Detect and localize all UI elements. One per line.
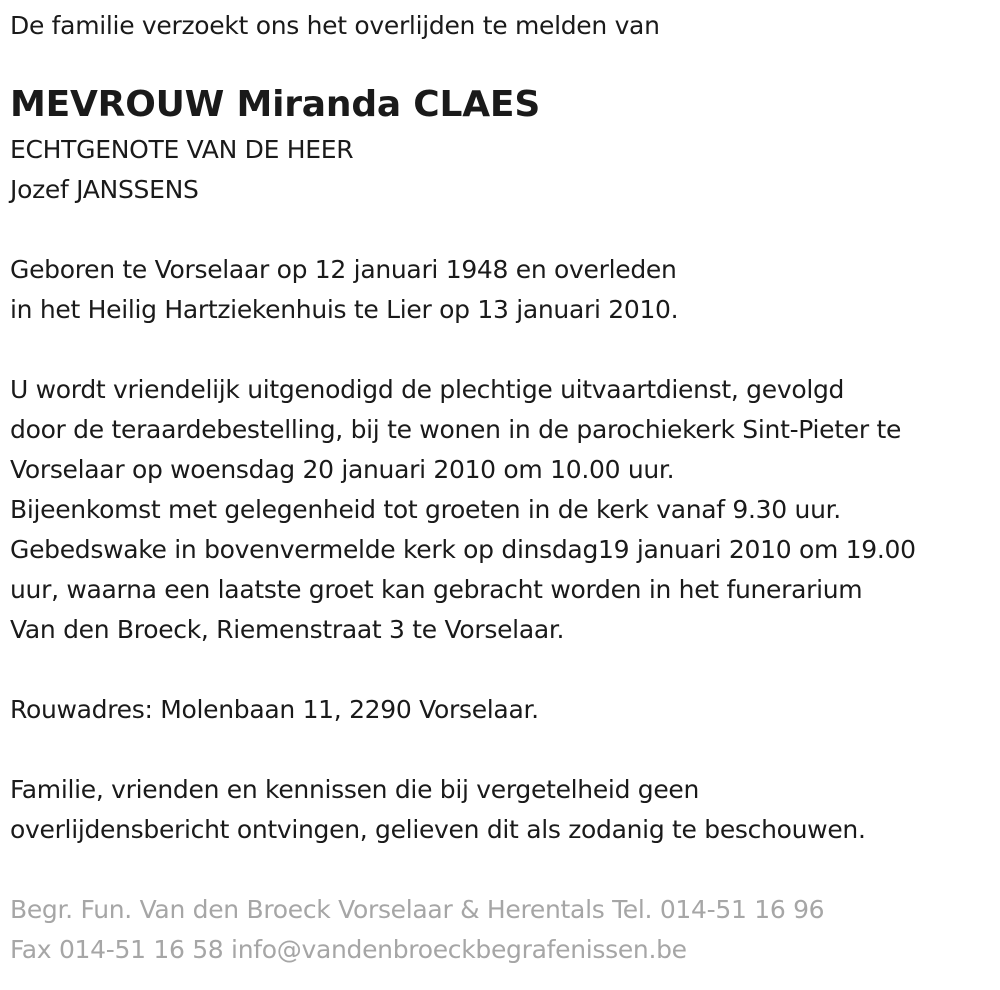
relation-text: ECHTGENOTE VAN DE HEER xyxy=(10,135,354,164)
obituary-notice xyxy=(10,6,995,970)
paragraph-line: Gebedswake in bovenvermelde kerk op dinsdag19 januari 2010 om 19.00 xyxy=(10,535,916,564)
spouse-name: Jozef JANSSENS xyxy=(10,175,199,204)
footer-line-phone: Begr. Fun. Van den Broeck Vorselaar & Herentals Tel. 014-51 16 96 xyxy=(10,895,825,924)
paragraph-line: Bijeenkomst met gelegenheid tot groeten in de kerk vanaf 9.30 uur. xyxy=(10,495,841,524)
paragraph-line: in het Heilig Hartziekenhuis te Lier op 13 januari 2010. xyxy=(10,295,679,324)
paragraph-line: overlijdensbericht ontvingen, gelieven dit als zodanig te beschouwen. xyxy=(10,815,866,844)
paragraph-line: Geboren te Vorselaar op 12 januari 1948 en overleden xyxy=(10,255,677,284)
paragraph-line: uur, waarna een laatste groet kan gebracht worden in het funerarium xyxy=(10,575,863,604)
footer-line-contact: Fax 014-51 16 58 info@vandenbroeckbegrafenissen.be xyxy=(10,935,687,964)
ceremony-paragraph xyxy=(10,370,995,650)
spacer xyxy=(10,730,995,770)
paragraph-line: door de teraardebestelling, bij te wonen in de parochiekerk Sint-Pieter te xyxy=(10,415,902,444)
deceased-name: MEVROUW Miranda CLAES xyxy=(10,84,541,125)
funeral-home-footer xyxy=(10,890,995,970)
spacer xyxy=(10,650,995,690)
paragraph-line: Van den Broeck, Riemenstraat 3 te Vorselaar. xyxy=(10,615,565,644)
spacer xyxy=(10,850,995,890)
paragraph-line: Vorselaar op woensdag 20 januari 2010 om 10.00 uur. xyxy=(10,455,675,484)
paragraph-line: Familie, vrienden en kennissen die bij vergetelheid geen xyxy=(10,775,700,804)
spacer xyxy=(10,210,995,250)
notice-paragraph xyxy=(10,770,995,850)
intro-text: De familie verzoekt ons het overlijden te melden van xyxy=(10,11,660,40)
birth-death-paragraph xyxy=(10,250,995,330)
paragraph-line: U wordt vriendelijk uitgenodigd de plechtige uitvaartdienst, gevolgd xyxy=(10,375,845,404)
spacer xyxy=(10,330,995,370)
mourning-address: Rouwadres: Molenbaan 11, 2290 Vorselaar. xyxy=(10,695,539,724)
